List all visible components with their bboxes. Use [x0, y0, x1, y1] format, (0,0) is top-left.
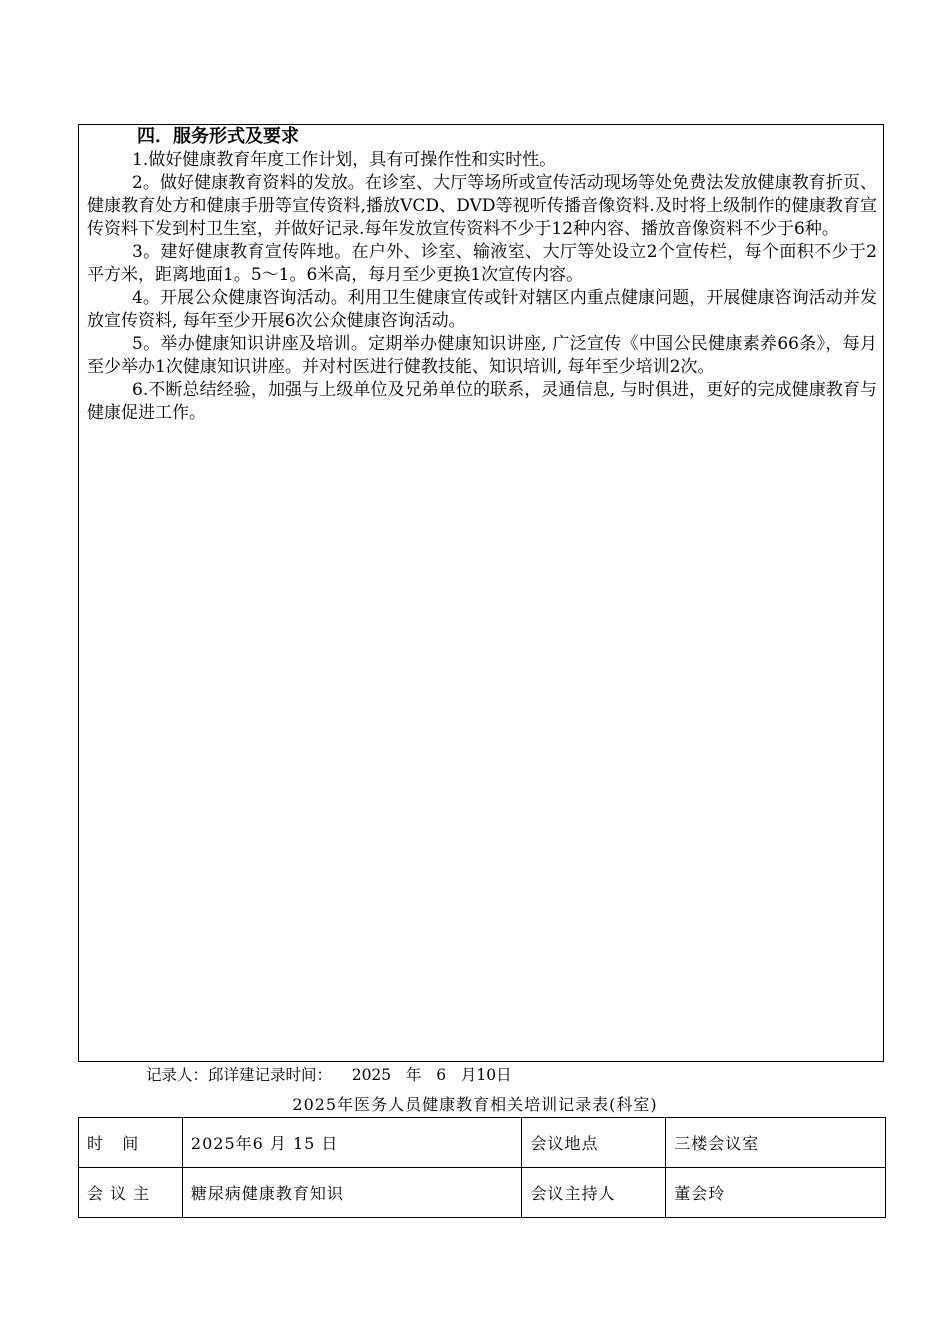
section-heading: 四．服务形式及要求: [137, 126, 299, 147]
meeting-location: 三楼会议室: [666, 1118, 886, 1168]
meeting-host: 董会玲: [666, 1168, 886, 1218]
paragraph-4: 4。开展公众健康咨询活动。利用卫生健康宣传或针对辖区内重点健康问题，开展健康咨询活动并发放宣传资料, 每年至少开展6次公众健康咨询活动。: [87, 288, 877, 331]
paragraph-5: 5。举办健康知识讲座及培训。定期举办健康知识讲座, 广泛宣传《中国公民健康素养66条》，每月至少举办1次健康知识讲座。并对村医进行健教技能、知识培训, 每年至少培训2次。: [87, 334, 877, 377]
section-content: [87, 125, 877, 425]
paragraph-6: 6.不断总结经验，加强与上级单位及兄弟单位的联系，灵通信息, 与时俱进，更好的完成健康教育与健康促进工作。: [87, 380, 877, 423]
paragraph-1: 1.做好健康教育年度工作计划，具有可操作性和实时性。: [132, 150, 557, 170]
table-row: [79, 1118, 886, 1168]
table-title: 2025年医务人员健康教育相关培训记录表(科室): [292, 1095, 658, 1114]
meeting-topic: 糖尿病健康教育知识: [182, 1168, 522, 1218]
table-row: [79, 1168, 886, 1218]
meeting-date: 2025年6 月 15 日: [182, 1118, 522, 1168]
host-label: 会议主持人: [522, 1168, 666, 1218]
topic-label: 会 议 主: [79, 1168, 183, 1218]
content-box: [78, 124, 884, 1062]
recorder-line: 记录人：邱详建记录时间： 2025 年 6 月10日: [146, 1066, 512, 1084]
paragraph-2: 2。做好健康教育资料的发放。在诊室、大厅等场所或宣传活动现场等处免费法发放健康教育折页、健康教育处方和健康手册等宣传资料,播放VCD、DVD等视听传播音像资料.及时将上级制作的健康教育宣传资料下发到村卫生室，并做好记录.每年发放宣传资料不少于12种内容、播放音像资料不少于6种。: [87, 173, 877, 239]
paragraph-3: 3。建好健康教育宣传阵地。在户外、诊室、输液室、大厅等处设立2个宣传栏，每个面积不少于2平方米，距离地面1。5～1。6米高，每月至少更换1次宣传内容。: [87, 242, 877, 285]
meeting-info-table: [78, 1117, 886, 1218]
time-label: 时 间: [79, 1118, 183, 1168]
location-label: 会议地点: [522, 1118, 666, 1168]
